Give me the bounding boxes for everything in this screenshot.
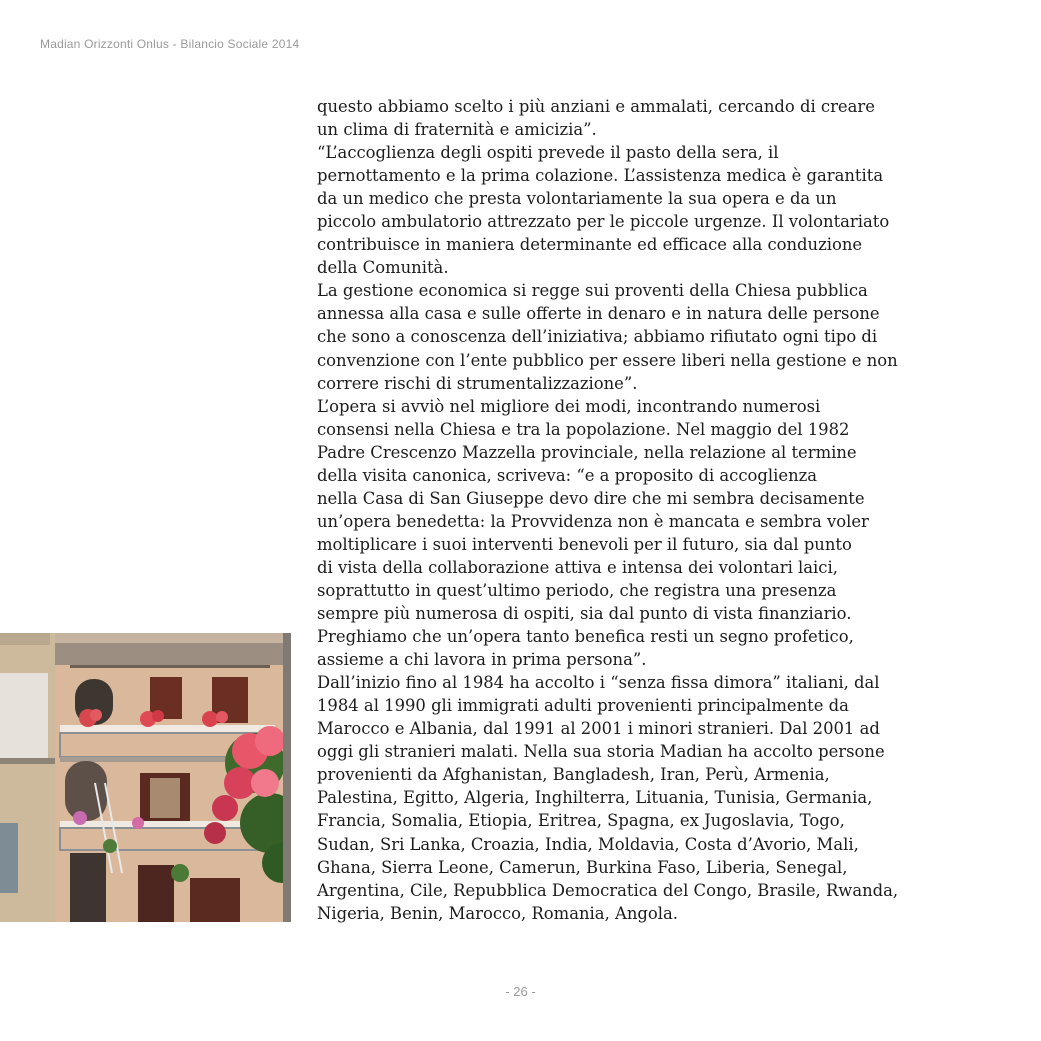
text-line: moltiplicare i suoi interventi benevoli per il futuro, sia dal punto [317,534,852,554]
text-line: Palestina, Egitto, Algeria, Inghilterra, Lituania, Tunisia, Germania, [317,788,873,808]
text-line: piccolo ambulatorio attrezzato per le piccole urgenze. Il volontariato [317,212,890,232]
text-line: Marocco e Albania, dal 1991 al 2001 i minori stranieri. Dal 2001 ad [317,719,880,739]
text-line: Argentina, Cile, Repubblica Democratica del Congo, Brasile, Rwanda, [317,880,899,900]
running-header: Madian Orizzonti Onlus - Bilancio Sociale 2014 [40,37,300,51]
text-line: Padre Crescenzo Mazzella provinciale, nella relazione al termine [317,442,857,462]
text-line: sempre più numerosa di ospiti, sia dal punto di vista finanziario. [317,604,852,624]
text-line: Preghiamo che un’opera tanto benefica resti un segno profetico, [317,627,854,647]
text-line: questo abbiamo scelto i più anziani e ammalati, cercando di creare [317,97,875,116]
courtyard-photo [0,633,291,922]
text-line: Sudan, Sri Lanka, Croazia, India, Moldavia, Costa d’Avorio, Mali, [317,834,859,854]
text-line: Dall’inizio fino al 1984 ha accolto i “senza fissa dimora” italiani, dal [317,673,880,693]
text-line: un’opera benedetta: la Provvidenza non è mancata e sembra voler [317,511,869,531]
text-line: pernottamento e la prima colazione. L’assistenza medica è garantita [317,166,884,186]
text-line: di vista della collaborazione attiva e intensa dei volontari laici, [317,557,838,577]
text-line: annessa alla casa e sulle offerte in denaro e in natura delle persone [317,304,880,324]
text-line: nella Casa di San Giuseppe devo dire che mi sembra decisamente [317,488,865,508]
text-line: correre rischi di strumentalizzazione”. [317,373,638,393]
text-line: consensi nella Chiesa e tra la popolazione. Nel maggio del 1982 [317,419,850,439]
text-line: La gestione economica si regge sui proventi della Chiesa pubblica [317,281,868,301]
text-line: della Comunità. [317,258,449,278]
courtyard-balconies-flowers-photo [0,633,291,922]
text-line: oggi gli stranieri malati. Nella sua storia Madian ha accolto persone [317,742,885,762]
text-line: soprattutto in quest’ultimo periodo, che registra una presenza [317,580,837,600]
text-line: provenienti da Afghanistan, Bangladesh, Iran, Perù, Armenia, [317,765,830,785]
text-line: un clima di fraternità e amicizia”. [317,120,597,140]
text-line: Ghana, Sierra Leone, Camerun, Burkina Faso, Liberia, Senegal, [317,857,848,877]
text-line: convenzione con l’ente pubblico per essere liberi nella gestione e non [317,350,898,370]
text-line: della visita canonica, scriveva: “e a proposito di accoglienza [317,465,818,485]
text-line: che sono a conoscenza dell’iniziativa; abbiamo rifiutato ogni tipo di [317,327,878,347]
text-line: Nigeria, Benin, Marocco, Romania, Angola. [317,903,678,923]
text-line: Francia, Somalia, Etiopia, Eritrea, Spagna, ex Jugoslavia, Togo, [317,811,845,831]
text-line: da un medico che presta volontariamente la sua opera e da un [317,189,837,209]
text-line: assieme a chi lavora in prima persona”. [317,650,647,670]
text-line: L’opera si avviò nel migliore dei modi, incontrando numerosi [317,396,821,416]
text-line: 1984 al 1990 gli immigrati adulti provenienti principalmente da [317,696,849,716]
body-text [317,95,957,925]
page-number: - 26 - [505,984,536,999]
text-line: “L’accoglienza degli ospiti prevede il pasto della sera, il [317,143,779,163]
text-line: contribuisce in maniera determinante ed efficace alla conduzione [317,235,863,255]
